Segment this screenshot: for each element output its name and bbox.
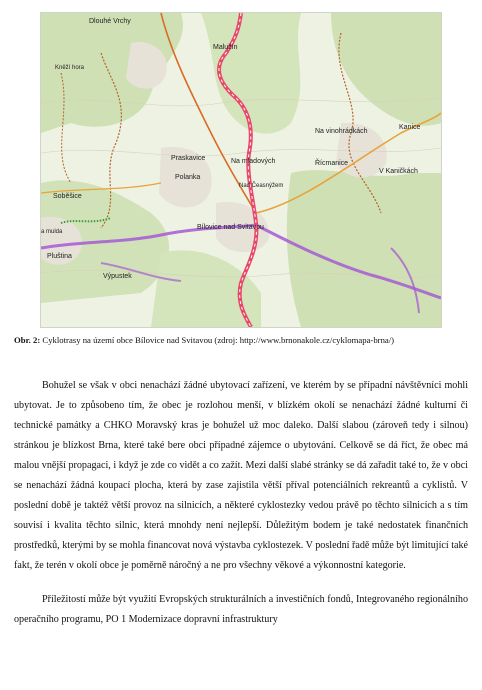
cycle-route-map	[40, 12, 442, 328]
caption-text: Cyklotrasy na území obce Bílovice nad Svitavou (zdroj: http://www.brnonakole.cz/cyklomapa-brna/)	[40, 335, 395, 345]
map-label-dlouhe-vrchy: Dlouhé Vrchy	[89, 18, 131, 25]
map-label-na-vinohradkach: Na vinohrádkách	[315, 128, 368, 135]
map-graphic	[41, 13, 441, 327]
paragraph: Příležitostí může být využití Evropských strukturálních a investičních fondů, Integrovaného regionálního operačního programu, PO 1 Modernizace dopravní infrastruktury	[14, 594, 468, 625]
map-label-knezi-hora: Kněží hora	[55, 65, 85, 71]
map-label-kanice: Kanice	[399, 124, 421, 131]
map-label-sobesice: Soběšice	[53, 193, 82, 200]
body-text	[14, 376, 468, 630]
map-label-vypustek: Výpustek	[103, 273, 132, 280]
map-label-ricmanice: Řícmanice	[315, 160, 349, 167]
map-label-nad-ceasnyzem: Nad Čeasnýžem	[239, 183, 284, 189]
map-label-praskavice: Praskavice	[171, 155, 206, 162]
map-label-a-mulda: a mulda	[41, 229, 63, 235]
caption-label: Obr. 2:	[14, 335, 41, 345]
figure-caption	[14, 334, 468, 346]
map-label-plustina: Pluština	[47, 253, 72, 260]
map-label-polanka: Polanka	[175, 174, 201, 181]
map-label-na-mladovych: Na mladových	[231, 158, 276, 165]
paragraph: Bohužel se však v obci nenachází žádné ubytovací zařízení, ve kterém by se případní návštěvníci mohli ubytovat. Je to způsobeno tím, že obec je rozlohou menší, v blízkém okolí se nenachází žádné kulturní či technické památky a CHKO Moravský kras je bohužel už moc daleko. Další slabou (zároveň tedy i silnou) stránkou je blízkost Brna, které také bere obci případné zájemce o ubytování. Celkově se dá říct, že obec má malou vnější propagaci, i když je zde co vidět a co zažít. Mezi další slabé stránky se dá zařadit také to, že v obci se nenachází žádná koupací plocha, která by zase zajistila větší příval potenciálních rekreantů a cyklistů. V poslední době je taktéž větší provoz na silnicích, a některé cyklostezky vedou právě po těchto silnicích a s tím souvisí i kvalita těchto silnic, která mnohdy není nejlepší. Důležitým bodem je také nedostatek finančních prostředků, kterými by se mohla financovat nová výstavba cyklostezek. V poslední řadě může být limitující také fakt, že terén v okolí obce je poměrně náročný a ne pro všechny věkové a výkonnostní kategorie.	[14, 380, 469, 571]
map-label-maluzin: Malužín	[213, 44, 238, 51]
map-label-v-kanickach: V Kaničkách	[379, 168, 418, 175]
map-label-bilovice: Bílovice nad Svitavou	[197, 224, 264, 231]
